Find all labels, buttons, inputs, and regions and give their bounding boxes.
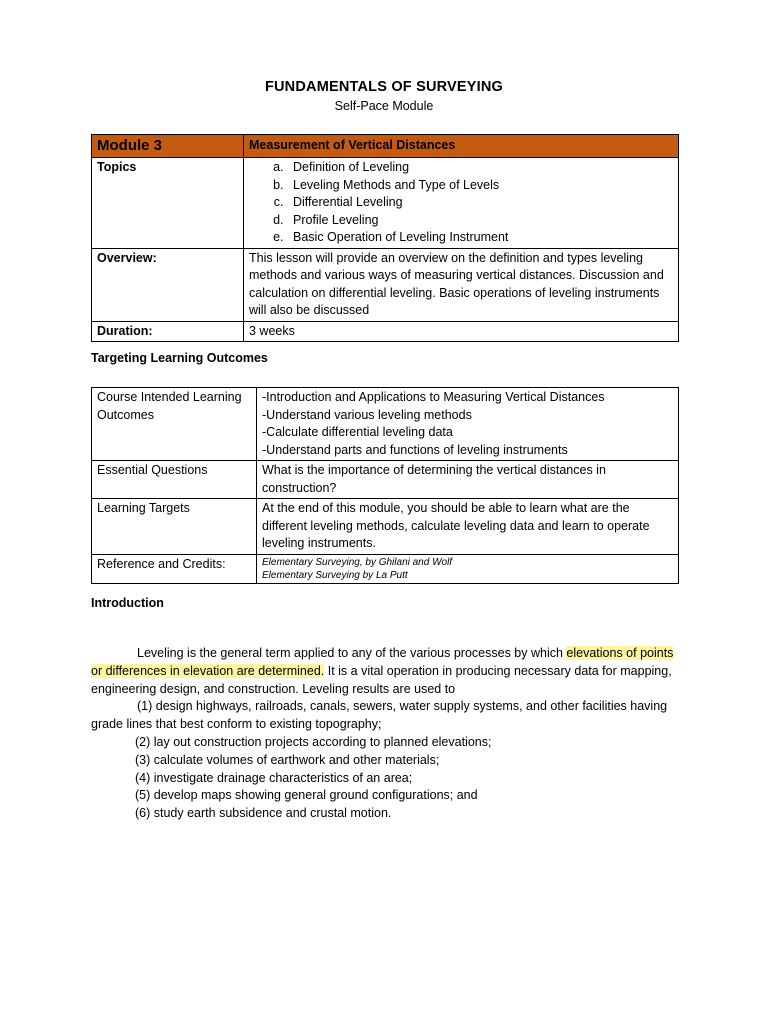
learning-targets-text: At the end of this module, you should be able to learn what are the different leveling methods, calculate leveling data and learn to operate leveling instruments. [257, 499, 679, 555]
module-header-row [92, 135, 679, 158]
cilo-cell [257, 388, 679, 461]
overview-label: Overview: [92, 248, 244, 321]
topic-item: b. Leveling Methods and Type of Levels [287, 177, 673, 195]
intro-list-item: (5) develop maps showing general ground configurations; and [135, 788, 478, 803]
reference-item: Elementary Surveying by La Putt [262, 569, 408, 581]
outcomes-table [91, 387, 679, 584]
cilo-line: -Understand parts and functions of leveling instruments [262, 442, 568, 457]
reference-item: Elementary Surveying, by Ghilani and Wolf [262, 556, 453, 568]
module-title: Measurement of Vertical Distances [244, 135, 679, 158]
intro-list-item: (3) calculate volumes of earthwork and other materials; [135, 752, 440, 767]
essential-questions-text: What is the importance of determining the vertical distances in construction? [257, 461, 679, 499]
highlighted-text: elevations of points or differences in elevation are determined. [91, 646, 674, 678]
overview-row [92, 248, 679, 321]
topics-list [249, 159, 673, 247]
introduction-paragraph [91, 645, 681, 698]
topics-row [92, 158, 679, 249]
overview-text: This lesson will provide an overview on the definition and types leveling methods and various ways of measuring vertical distances. Discussion and calculation on differential leveling. Basic operations of leveling instruments will also be discussed [244, 248, 679, 321]
module-table [91, 134, 679, 342]
outcomes-row-questions [92, 461, 679, 499]
topics-label: Topics [92, 158, 244, 249]
module-label: Module 3 [92, 135, 244, 158]
duration-label: Duration: [92, 321, 244, 342]
cilo-label: Course Intended Learning Outcomes [92, 388, 257, 461]
document-subtitle: Self-Pace Module [334, 99, 434, 113]
duration-row [92, 321, 679, 342]
learning-targets-label: Learning Targets [92, 499, 257, 555]
cilo-line: -Calculate differential leveling data [262, 425, 453, 439]
document-title: FUNDAMENTALS OF SURVEYING [264, 79, 504, 95]
introduction-body [91, 645, 681, 823]
outcomes-row-cilo [92, 388, 679, 461]
topics-cell [244, 158, 679, 249]
intro-list-item: (4) investigate drainage characteristics of an area; [135, 770, 413, 785]
outcomes-row-targets [92, 499, 679, 555]
outcomes-row-references [92, 554, 679, 583]
topic-item: e. Basic Operation of Leveling Instrument [287, 229, 673, 247]
cilo-line: -Understand various leveling methods [262, 407, 472, 422]
references-cell [257, 554, 679, 583]
topic-item: d. Profile Leveling [287, 212, 673, 230]
introduction-heading: Introduction [91, 596, 164, 610]
intro-text-end: It is a vital operation in producing necessary data for mapping, engineering design, and construction. Leveling results are used to [91, 663, 672, 696]
duration-value: 3 weeks [244, 321, 679, 342]
cilo-line: -Introduction and Applications to Measuring Vertical Distances [262, 390, 605, 404]
essential-questions-label: Essential Questions [92, 461, 257, 499]
topic-item: a. Definition of Leveling [287, 159, 673, 177]
intro-list-item: (6) study earth subsidence and crustal motion. [135, 806, 392, 821]
outcomes-heading: Targeting Learning Outcomes [91, 351, 268, 365]
references-label: Reference and Credits: [92, 554, 257, 583]
intro-list-item: (2) lay out construction projects according to planned elevations; [135, 734, 492, 749]
topic-item: c. Differential Leveling [287, 194, 673, 212]
intro-text-start: Leveling is the general term applied to any of the various processes by which [137, 646, 567, 660]
intro-item-1: (1) design highways, railroads, canals, sewers, water supply systems, and other facilities having grade lines that best conform to existing topography; [91, 699, 668, 732]
